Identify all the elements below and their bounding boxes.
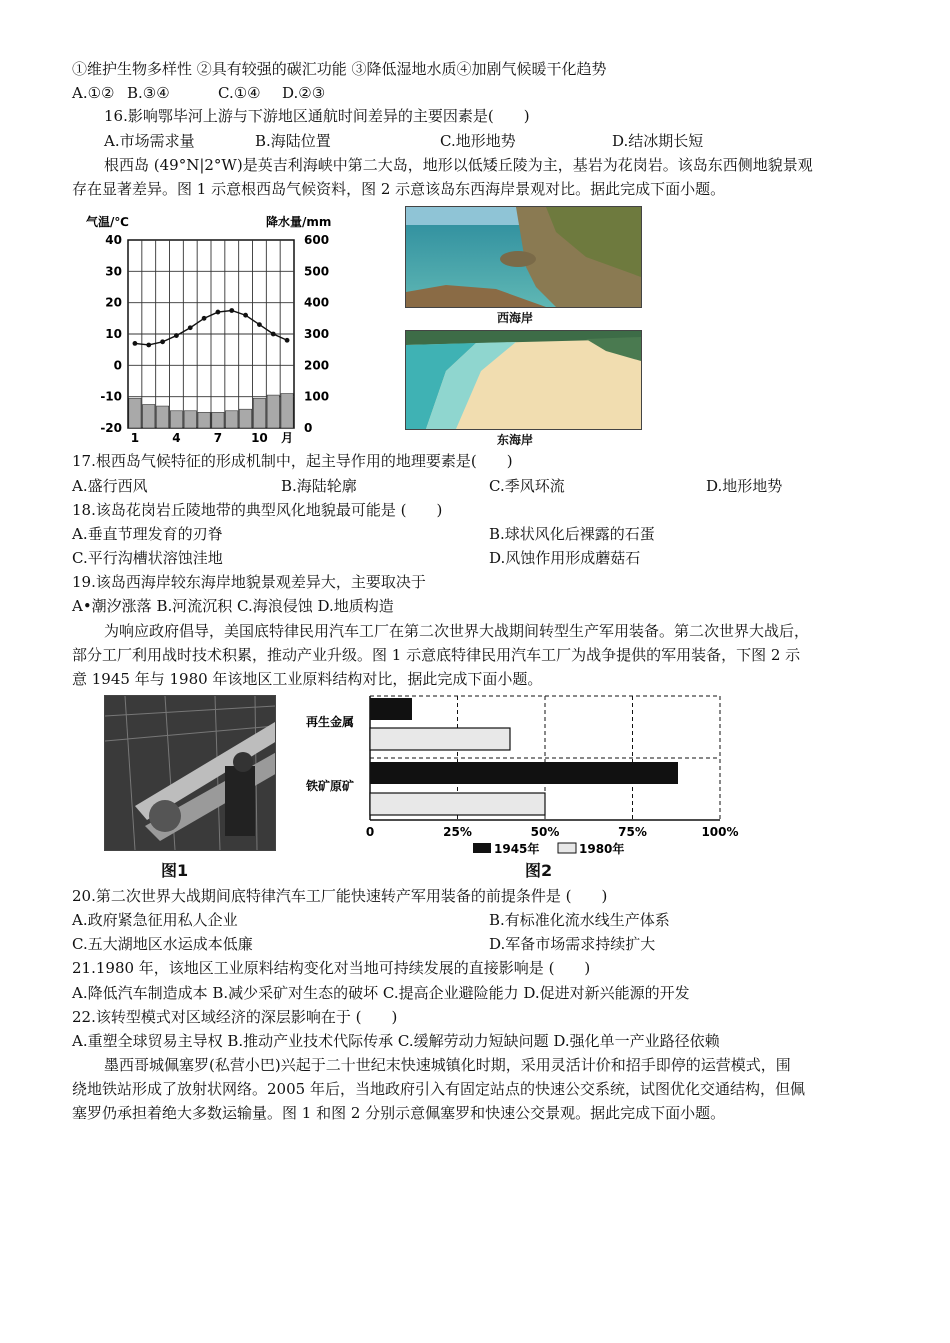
passage3-line3: 塞罗仍承担着绝大多数运输量。图 1 和图 2 分别示意佩塞罗和快速公交景观。据此完成下面小题。 <box>72 1104 726 1122</box>
q18-option-d: D.风蚀作用形成蘑菇石 <box>489 549 641 567</box>
temp-tick-label: 10 <box>105 327 122 341</box>
precip-bar <box>239 409 251 428</box>
q16-option-a: A.市场需求量 <box>104 132 195 150</box>
q18-option-a: A.垂直节理发育的刃脊 <box>72 525 223 543</box>
q20-option-b: B.有标准化流水线生产体系 <box>489 911 670 929</box>
temperature-point <box>174 333 179 338</box>
temp-tick-label: 20 <box>105 295 122 310</box>
passage1-line2: 存在显著差异。图 1 示意根西岛气候资料，图 2 示意该岛东西海岸景观对比。据此完成下面小题。 <box>72 180 726 198</box>
west-coast-caption: 西海岸 <box>497 311 534 325</box>
month-unit-label: 月 <box>281 431 294 445</box>
temperature-point <box>257 322 262 327</box>
temperature-point <box>146 343 151 348</box>
precip-bar <box>184 411 196 428</box>
q15-statements: ①维护生物多样性 ②具有较强的碳汇功能 ③降低湿地水质④加剧气候暖干化趋势 <box>72 60 607 78</box>
category-label-recycled-metal: 再生金属 <box>306 715 355 729</box>
bar-1945 <box>370 762 678 784</box>
temp-tick-label: 30 <box>105 264 122 279</box>
q21-stem: 21.1980 年，该地区工业原料结构变化对当地可持续发展的直接影响是 ( ) <box>72 959 591 977</box>
precip-tick-label: 100 <box>304 389 330 404</box>
bar-1945 <box>370 698 412 720</box>
temperature-point <box>188 325 193 330</box>
q15-choice-c: C.①④ <box>218 84 261 102</box>
precip-tick-label: 0 <box>304 421 313 435</box>
legend-1945: 1945年 <box>494 842 540 856</box>
q18-option-b: B.球状风化后裸露的石蛋 <box>489 525 655 543</box>
q16-option-b: B.海陆位置 <box>255 132 331 150</box>
west-coast-photo <box>405 206 642 308</box>
precip-tick-label: 600 <box>304 233 330 247</box>
q17-option-a: A.盛行西风 <box>72 477 148 495</box>
q20-stem: 20.第二次世界大战期间底特律汽车工厂能快速转产军用装备的前提条件是 ( ) <box>72 887 608 905</box>
precip-tick-label: 500 <box>304 264 330 279</box>
bar-chart-tick-label: 50% <box>530 825 560 839</box>
q17-option-b: B.海陆轮廓 <box>281 477 357 495</box>
q15-choice-a: A.①② <box>72 84 115 102</box>
temperature-point <box>216 310 221 315</box>
bar-chart-tick-label: 100% <box>701 825 739 839</box>
month-tick-label: 1 <box>130 431 140 445</box>
precip-bar <box>267 395 279 428</box>
east-coast-caption: 东海岸 <box>497 433 534 447</box>
q22-options: A.重塑全球贸易主导权 B.推动产业技术代际传承 C.缓解劳动力短缺问题 D.强化单一产业路径依赖 <box>72 1032 720 1050</box>
precip-bar <box>156 406 168 428</box>
precip-bar <box>212 412 224 428</box>
precip-bar <box>198 412 210 428</box>
q18-option-c: C.平行沟槽状溶蚀洼地 <box>72 549 223 567</box>
q17-option-c: C.季风环流 <box>489 477 565 495</box>
passage3-line1: 墨西哥城佩塞罗(私营小巴)兴起于二十世纪末快速城镇化时期，采用灵活计价和招手即停的运营模式，围 <box>104 1056 791 1074</box>
legend-swatch-1945 <box>473 843 491 853</box>
temperature-point <box>243 313 248 318</box>
q20-option-d: D.军备市场需求持续扩大 <box>489 935 656 953</box>
q16-stem: 16.影响鄂毕河上游与下游地区通航时间差异的主要因素是( ) <box>104 107 530 125</box>
bar-chart-tick-label: 75% <box>618 825 647 839</box>
bar-chart-ticks <box>366 825 739 839</box>
month-tick-label: 7 <box>213 431 223 445</box>
precip-tick-label: 300 <box>304 327 330 341</box>
passage2-line3: 意 1945 年与 1980 年该地区工业原料结构对比，据此完成下面小题。 <box>72 670 543 688</box>
temp-tick-label: -20 <box>100 421 122 435</box>
q15-choice-d: D.②③ <box>282 84 326 102</box>
q19-options: A•潮汐涨落 B.河流沉积 C.海浪侵蚀 D.地质构造 <box>72 597 394 615</box>
bar-chart-bars <box>370 698 678 815</box>
material-structure-chart <box>300 692 750 862</box>
precip-bar <box>170 411 182 428</box>
east-coast-photo <box>405 330 642 430</box>
precip-bar <box>143 405 155 429</box>
q15-choice-b: B.③④ <box>127 84 170 102</box>
category-label-iron-ore: 铁矿原矿 <box>306 779 355 793</box>
temp-tick-label: -10 <box>100 389 122 404</box>
month-tick-label: 4 <box>172 431 181 445</box>
climate-chart <box>68 208 368 448</box>
fig2-label: 图2 <box>525 861 553 880</box>
q17-option-d: D.地形地势 <box>706 477 783 495</box>
temp-tick-label: 40 <box>105 233 122 247</box>
bar-1980 <box>370 728 510 750</box>
bar-chart-tick-label: 0 <box>365 825 375 839</box>
precip-bar <box>129 398 141 428</box>
month-tick-label: 10 <box>251 431 268 445</box>
precip-bar <box>226 411 238 428</box>
legend-swatch-1980 <box>558 843 576 853</box>
q22-stem: 22.该转型模式对区域经济的深层影响在于 ( ) <box>72 1008 398 1026</box>
temperature-point <box>271 332 276 337</box>
military-equipment-photo <box>104 695 276 851</box>
precip-tick-label: 200 <box>304 358 330 373</box>
q16-option-c: C.地形地势 <box>440 132 516 150</box>
temp-tick-label: 0 <box>113 358 122 373</box>
temperature-point <box>285 338 290 343</box>
temperature-point <box>160 339 165 344</box>
temperature-point <box>229 308 234 313</box>
passage1-line1: 根西岛 (49°N|2°W)是英吉利海峡中第二大岛，地形以低矮丘陵为主，基岩为花岗岩。该岛东西侧地貌景观 <box>104 156 813 174</box>
climate-ylabel-left: 气温/℃ <box>86 215 129 229</box>
q17-stem: 17.根西岛气候特征的形成机制中，起主导作用的地理要素是( ) <box>72 452 513 470</box>
q20-option-a: A.政府紧急征用私人企业 <box>72 911 238 929</box>
bar-chart-tick-label: 25% <box>443 825 472 839</box>
climate-ylabel-right: 降水量/mm <box>266 215 332 229</box>
precip-tick-label: 400 <box>304 295 330 310</box>
temperature-point <box>133 341 138 346</box>
fig1-label: 图1 <box>161 861 189 880</box>
q20-option-c: C.五大湖地区水运成本低廉 <box>72 935 253 953</box>
bar-1980 <box>370 793 545 815</box>
q21-options: A.降低汽车制造成本 B.减少采矿对生态的破坏 C.提高企业避险能力 D.促进对新兴能源的开发 <box>72 984 690 1002</box>
q19-stem: 19.该岛西海岸较东海岸地貌景观差异大，主要取决于 <box>72 573 426 591</box>
passage2-line2: 部分工厂利用战时技术积累，推动产业升级。图 1 示意底特律民用汽车工厂为战争提供的军用装备，下图 2 示 <box>72 646 801 664</box>
precip-bar <box>253 398 265 428</box>
q16-option-d: D.结冰期长短 <box>612 132 704 150</box>
temperature-point <box>202 316 207 321</box>
passage3-line2: 绕地铁站形成了放射状网络。2005 年后，当地政府引入有固定站点的快速公交系统，试图优化交通结构，但佩 <box>72 1080 805 1098</box>
legend-1980: 1980年 <box>579 842 625 856</box>
precip-bar <box>281 394 293 428</box>
q18-stem: 18.该岛花岗岩丘陵地带的典型风化地貌最可能是 ( ) <box>72 501 443 519</box>
passage2-line1: 为响应政府倡导，美国底特律民用汽车工厂在第二次世界大战期间转型生产军用装备。第二次世界大战后， <box>104 622 810 640</box>
